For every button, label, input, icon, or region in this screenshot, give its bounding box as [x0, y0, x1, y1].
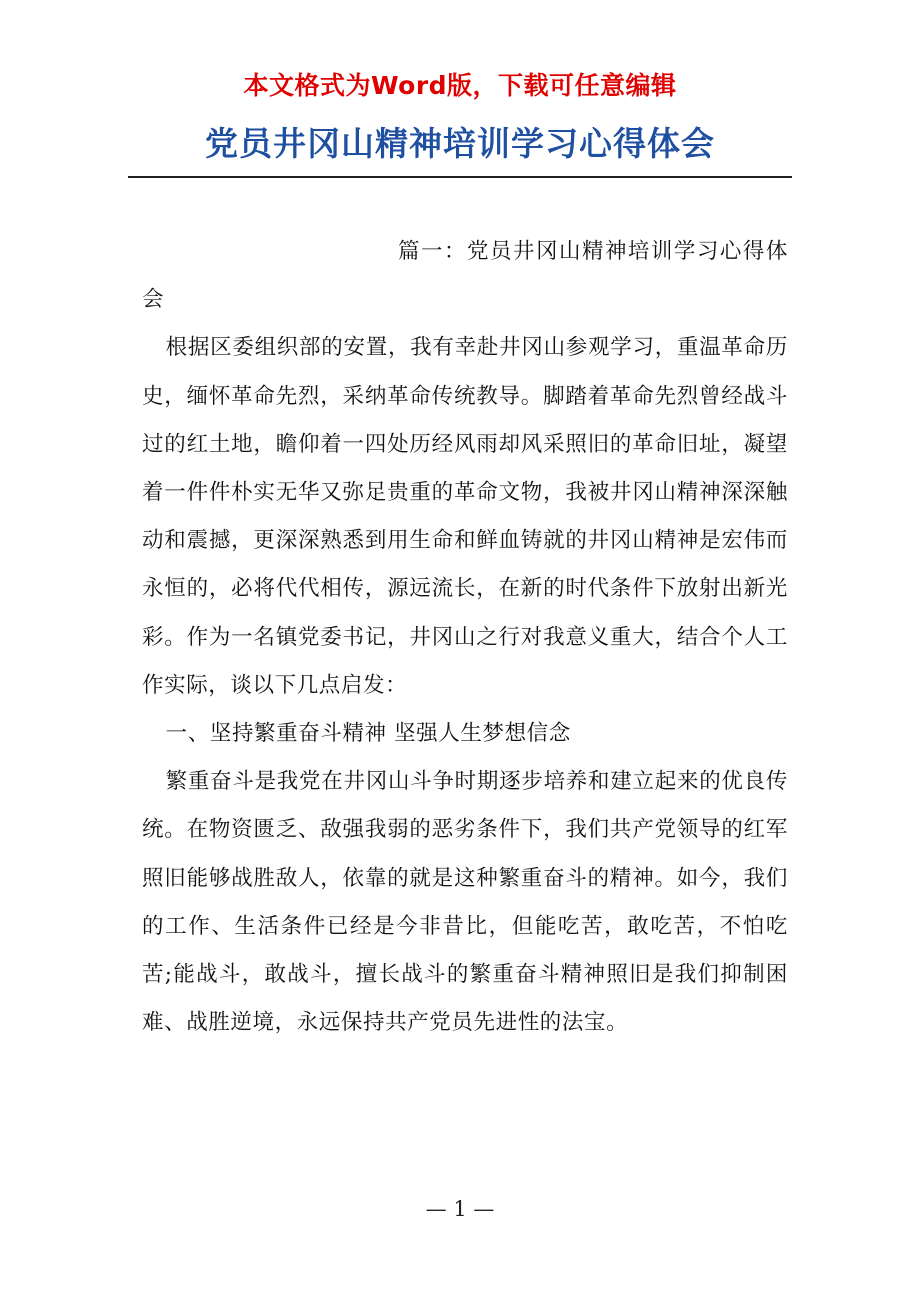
section-heading: 篇一：党员井冈山精神培训学习心得体会 [142, 239, 788, 313]
title-divider [128, 176, 792, 178]
document-title: 党员井冈山精神培训学习心得体会 [205, 124, 715, 163]
paragraph-hard-work: 繁重奋斗是我党在井冈山斗争时期逐步培养和建立起来的优良传统。在物资匮乏、敌强我弱的恶劣条件下，我们共产党领导的红军照旧能够战胜敌人，依靠的就是这种繁重奋斗的精神。如今，我们的工作、生活条件已经是今非昔比，但能吃苦，敢吃苦，不怕吃苦;能战斗，敢战斗，擅长战斗的繁重奋斗精神照旧是我们抑制困难、战胜逆境，永远保持共产党员先进性的法宝。 [142, 769, 788, 1036]
document-body [142, 228, 788, 1047]
paragraph-intro: 根据区委组织部的安置，我有幸赴井冈山参观学习，重温革命历史，缅怀革命先烈，采纳革命传统教导。脚踏着革命先烈曾经战斗过的红土地，瞻仰着一四处历经风雨却风采照旧的革命旧址，凝望着一件件朴实无华又弥足贵重的革命文物，我被井冈山精神深深触动和震撼，更深深熟悉到用生命和鲜血铸就的井冈山精神是宏伟而永恒的，必将代代相传，源远流长，在新的时代条件下放射出新光彩。作为一名镇党委书记，井冈山之行对我意义重大，结合个人工作实际，谈以下几点启发： [142, 335, 788, 698]
page-number: — 1 — [425, 1197, 495, 1221]
subheading-one: 一、坚持繁重奋斗精神 坚强人生梦想信念 [165, 721, 571, 747]
download-notice: 本文格式为Word版，下载可任意编辑 [243, 71, 677, 100]
